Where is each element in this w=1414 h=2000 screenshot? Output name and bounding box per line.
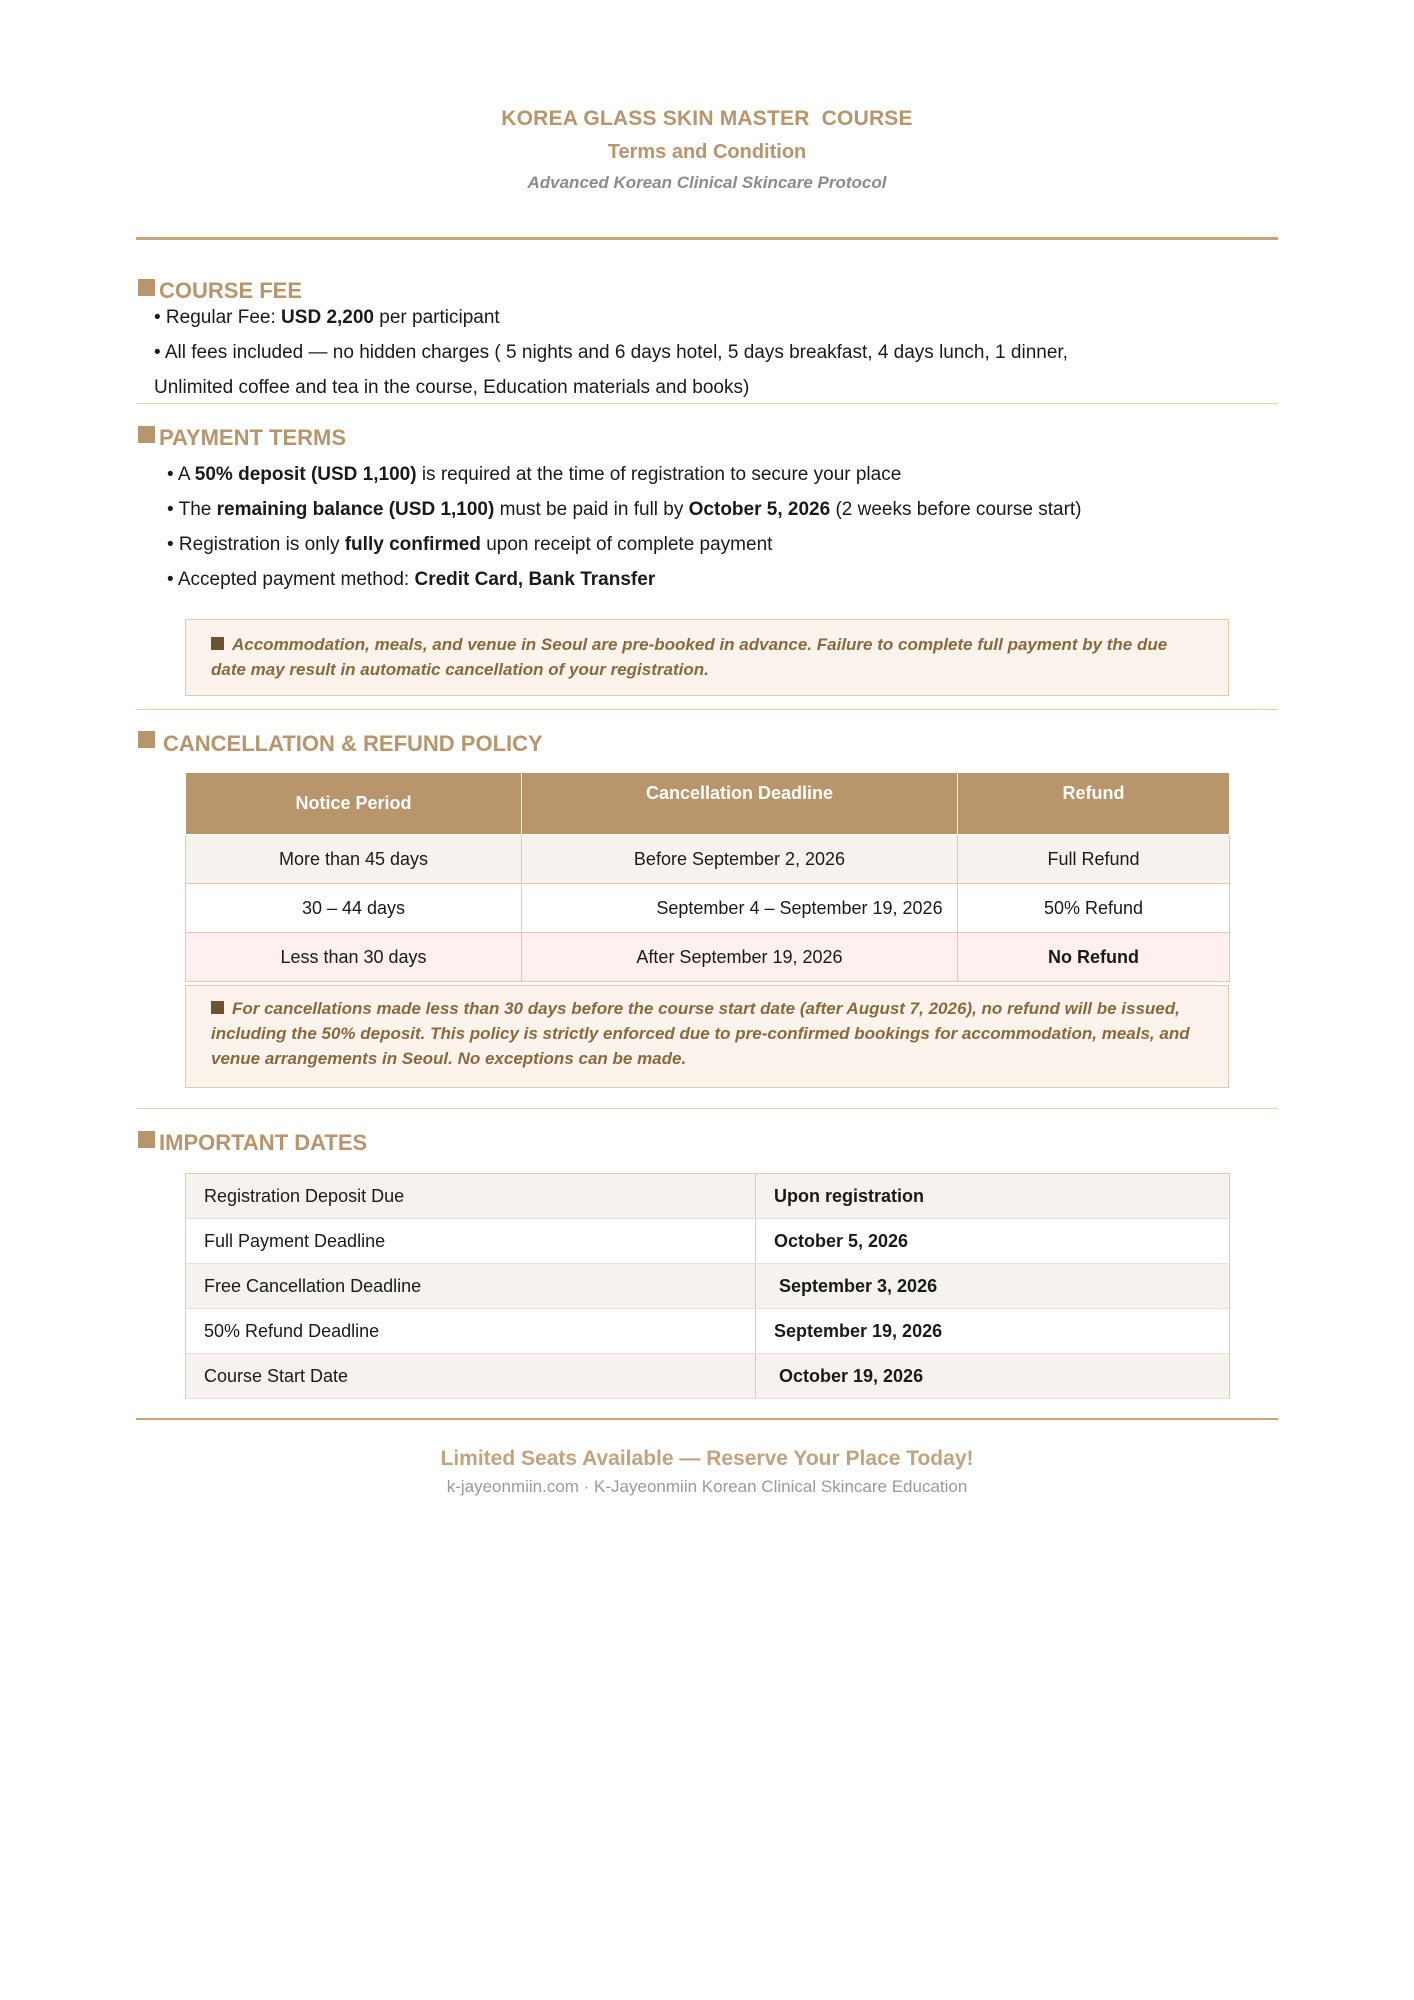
section-heading-payment-terms: PAYMENT TERMS [159, 425, 347, 450]
confirm-line-a: • Registration is only [167, 534, 345, 555]
cancellation-warning-note [185, 985, 1229, 1088]
footer-divider [136, 1418, 1278, 1420]
table-header-row [186, 773, 1230, 835]
column-header: Cancellation Deadline [522, 773, 958, 835]
payment-method-a: • Accepted payment method: [167, 569, 415, 590]
section-heading-course-fee: COURSE FEE [159, 278, 303, 303]
confirm-line-c: upon receipt of complete payment [480, 534, 773, 555]
balance-line-a: • The [167, 499, 217, 520]
table-row [186, 1354, 1230, 1399]
deposit-line-a: • A [167, 464, 195, 485]
table-cell: Full Refund [958, 835, 1230, 884]
date-value: October 19, 2026 [756, 1354, 1230, 1399]
payment-warning-text [211, 632, 1206, 682]
section-heading-important-dates: IMPORTANT DATES [159, 1130, 368, 1155]
date-label: 50% Refund Deadline [186, 1309, 756, 1354]
table-row [186, 1219, 1230, 1264]
regular-fee-suffix: per participant [374, 307, 500, 328]
balance-line [167, 499, 1082, 521]
date-label: Registration Deposit Due [186, 1174, 756, 1219]
section-marker-icon [138, 426, 155, 443]
date-value: September 3, 2026 [756, 1264, 1230, 1309]
regular-fee-line [154, 307, 500, 329]
table-cell: 30 – 44 days [186, 884, 522, 933]
cancellation-warning-text [211, 996, 1206, 1071]
important-dates-table [185, 1173, 1230, 1399]
table-cell: Before September 2, 2026 [522, 835, 958, 884]
regular-fee-amount: USD 2,200 [281, 307, 374, 328]
regular-fee-prefix: • Regular Fee: [154, 307, 282, 328]
section-heading-cancellation: CANCELLATION & REFUND POLICY [163, 731, 543, 756]
column-header: Refund [958, 773, 1230, 835]
section-divider [136, 403, 1278, 404]
section-divider [136, 709, 1278, 710]
balance-line-b: remaining balance (USD 1,100) [216, 499, 495, 520]
document-tagline: Advanced Korean Clinical Skincare Protocol [527, 173, 887, 192]
table-cell: More than 45 days [186, 835, 522, 884]
deposit-line-b: 50% deposit (USD 1,100) [194, 464, 417, 485]
table-row [186, 1174, 1230, 1219]
table-row [186, 884, 1230, 933]
table-cell: Less than 30 days [186, 933, 522, 982]
section-marker-icon [138, 279, 155, 296]
note-marker-icon [211, 637, 224, 650]
footer-credit: k-jayeonmiin.com · K-Jayeonmiin Korean Clinical Skincare Education [446, 1477, 968, 1496]
included-line-1: • All fees included — no hidden charges ( 5 nights and 6 days hotel, 5 days breakfast, 4 days lunch, 1 dinner, [154, 342, 1068, 363]
deposit-line [167, 464, 901, 486]
payment-method-line [167, 569, 655, 591]
document-title: KOREA GLASS SKIN MASTER COURSE [501, 107, 913, 130]
cancellation-table [185, 772, 1230, 982]
table-cell: No Refund [958, 933, 1230, 982]
confirm-line-b: fully confirmed [344, 534, 481, 555]
document-subtitle: Terms and Condition [607, 141, 807, 163]
balance-line-c: must be paid in full by [494, 499, 689, 520]
note-marker-icon [211, 1001, 224, 1014]
date-value: September 19, 2026 [756, 1309, 1230, 1354]
table-row [186, 835, 1230, 884]
confirm-line [167, 534, 772, 556]
date-label: Free Cancellation Deadline [186, 1264, 756, 1309]
table-row [186, 1309, 1230, 1354]
balance-line-e: (2 weeks before course start) [830, 499, 1082, 520]
section-divider [136, 1108, 1278, 1109]
footer-headline: Limited Seats Available — Reserve Your Place Today! [440, 1447, 974, 1470]
date-label: Full Payment Deadline [186, 1219, 756, 1264]
header-divider [136, 237, 1278, 240]
date-value: Upon registration [756, 1174, 1230, 1219]
deposit-line-c: is required at the time of registration to secure your place [416, 464, 902, 485]
date-label: Course Start Date [186, 1354, 756, 1399]
payment-warning-body: Accommodation, meals, and venue in Seoul are pre-booked in advance. Failure to complete full payment by the due date may result in automatic cancellation of your registration. [211, 635, 1168, 679]
cancellation-warning-body: For cancellations made less than 30 days before the course start date (after August 7, 2026), no refund will be issued, including the 50% deposit. This policy is strictly enforced due to pre-confirmed bookings for accommodation, meals, and venue arrangements in Seoul. No exceptions can be made. [211, 999, 1190, 1068]
column-header: Notice Period [186, 773, 522, 835]
table-cell: September 4 – September 19, 2026 [522, 884, 958, 933]
balance-line-d: October 5, 2026 [688, 499, 831, 520]
section-marker-icon [138, 1131, 155, 1148]
table-cell: After September 19, 2026 [522, 933, 958, 982]
section-marker-icon [138, 731, 155, 748]
included-line-2: Unlimited coffee and tea in the course, Education materials and books) [154, 377, 750, 398]
table-row [186, 933, 1230, 982]
date-value: October 5, 2026 [756, 1219, 1230, 1264]
table-cell: 50% Refund [958, 884, 1230, 933]
payment-warning-note [185, 619, 1229, 696]
table-row [186, 1264, 1230, 1309]
payment-method-b: Credit Card, Bank Transfer [414, 569, 656, 590]
